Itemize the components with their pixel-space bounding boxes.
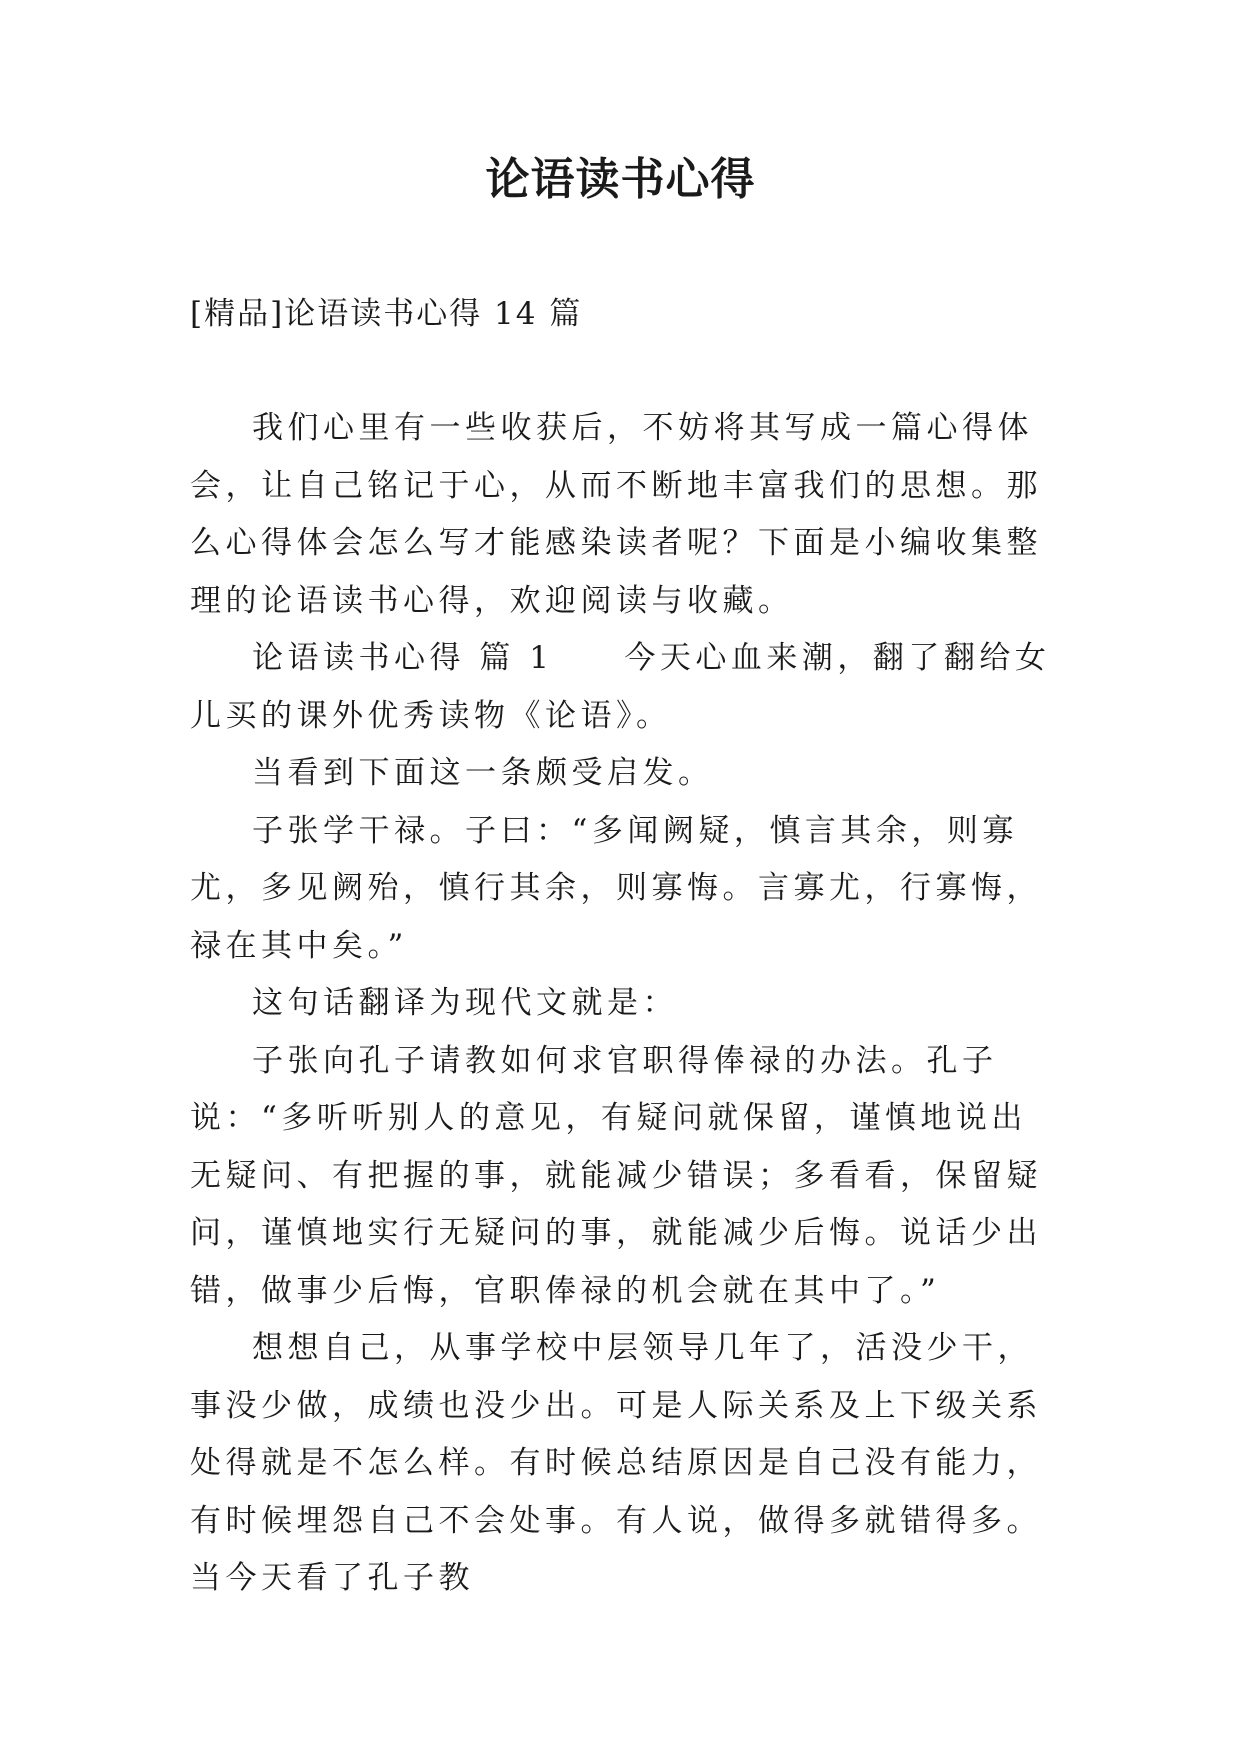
paragraph: 想想自己，从事学校中层领导几年了，活没少干，事没少做，成绩也没少出。可是人际关系及上下级关系处得就是不怎么样。有时候总结原因是自己没有能力，有时候埋怨自己不会处事。有人说，做得多就错得多。当今天看了孔子教 <box>190 1330 1042 1596</box>
document-title: 论语读书心得 <box>485 154 756 205</box>
paragraph: 子张学干禄。子曰：“多闻阙疑，慎言其余，则寡尤，多见阙殆，慎行其余，则寡悔。言寡尤，行寡悔，禄在其中矣。” <box>190 812 1042 964</box>
paragraph: 论语读书心得 篇 1 今天心血来潮，翻了翻给女儿买的课外优秀读物《论语》。 <box>190 640 1051 734</box>
paragraph: 子张向孔子请教如何求官职得俸禄的办法。孔子说：“多听听别人的意见，有疑问就保留，谨慎地说出无疑问、有把握的事，就能减少错误；多看看，保留疑问，谨慎地实行无疑问的事，就能减少后悔。说话少出错，做事少后悔，官职俸禄的机会就在其中了。” <box>190 1042 1042 1309</box>
document-subtitle: [精品]论语读书心得 14 篇 <box>190 296 583 332</box>
paragraph: 当看到下面这一条颇受启发。 <box>252 755 714 791</box>
paragraph: 我们心里有一些收获后，不妨将其写成一篇心得体会，让自己铭记于心，从而不断地丰富我们的思想。那么心得体会怎么写才能感染读者呢？下面是小编收集整理的论语读书心得，欢迎阅读与收藏。 <box>190 410 1042 619</box>
document-body <box>190 400 1060 1608</box>
paragraph: 这句话翻译为现代文就是： <box>252 985 678 1021</box>
